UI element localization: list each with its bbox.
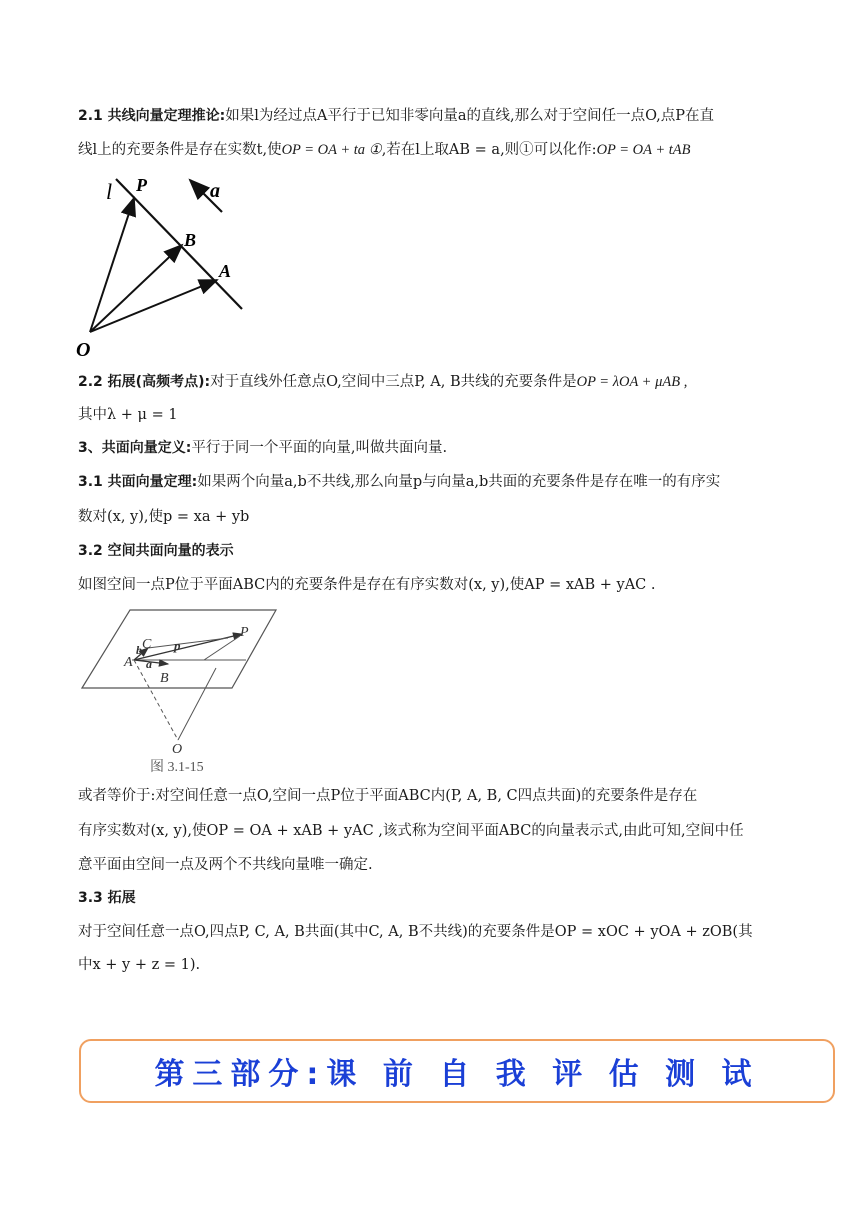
section-2-1-line2-mid: ,若在l上取AB = a,则①可以化作: [381, 142, 597, 158]
formula-op-oa-tab: OP = OA + tAB [596, 142, 691, 158]
section-2-2-text: 对于直线外任意点O,空间中三点P, A, B共线的充要条件是 [210, 374, 577, 390]
section-3-text: 平行于同一个平面的向量,叫做共面向量. [191, 440, 448, 456]
section-3-3-text-2: 中x + y + z = 1). [78, 957, 201, 973]
paragraph-line-1 [78, 786, 784, 806]
parallel-line-2 [204, 636, 240, 660]
section-3-2-heading: 3.2 空间共面向量的表示 [78, 543, 234, 559]
label-o: O [76, 339, 91, 361]
label-a-vec: a [146, 657, 152, 671]
label-l: l [106, 179, 113, 204]
section-3-3-heading: 3.3 拓展 [78, 890, 136, 906]
label-vector-a: a [210, 180, 220, 202]
label-p: P [136, 175, 147, 195]
formula-op-oa-ta: OP = OA + ta ① [281, 142, 382, 158]
label-a2: A [124, 655, 133, 670]
section-3-3-heading-line [78, 888, 784, 908]
section-3-heading: 3、共面向量定义: [78, 440, 192, 456]
section-2-1-line-2 [78, 140, 784, 160]
label-b: B [184, 230, 197, 250]
label-b2: B [160, 671, 169, 686]
section-3-1-text-2: 数对(x, y),使p = xa + yb [78, 509, 250, 525]
section-3-3-line-1 [78, 922, 784, 942]
section-3-1-heading: 3.1 共面向量定理: [78, 474, 198, 490]
label-a: A [219, 261, 232, 281]
section-3-2-text: 如图空间一点P位于平面ABC内的充要条件是存在有序实数对(x, y),使AP = xAB + yAC . [78, 577, 656, 593]
section-3-1-text: 如果两个向量a,b不共线,那么向量p与向量a,b共面的充要条件是存在唯一的有序实 [197, 474, 721, 490]
section-3-1-line-1 [78, 472, 784, 492]
figure-coplanar-plane [78, 608, 278, 778]
section-2-2-line-1 [78, 372, 784, 392]
section-3-line [78, 438, 784, 458]
section-3-3-text-1: 对于空间任意一点O,四点P, C, A, B共面(其中C, A, B不共线)的充要条件是OP = xOC + yOA + zOB(其 [78, 924, 753, 940]
paragraph-line-3 [78, 855, 784, 875]
section-3-3-line-2 [78, 955, 784, 975]
paragraph-line-2 [78, 821, 784, 841]
section-3-1-line-2 [78, 507, 784, 527]
paragraph-text-3: 意平面由空间一点及两个不共线向量唯一确定. [78, 857, 373, 873]
part-three-banner [79, 1039, 835, 1103]
section-3-2-heading-line [78, 541, 784, 561]
paragraph-text-1: 或者等价于:对空间任意一点O,空间一点P位于平面ABC内(P, A, B, C四点共面)的充要条件是存在 [78, 788, 698, 804]
label-b-vec: b [136, 643, 142, 657]
section-2-2-condition: 其中λ + μ = 1 [78, 407, 178, 423]
figure-caption: 图 3.1-15 [150, 760, 204, 775]
section-2-1-line-1 [78, 106, 784, 126]
label-p-vec: p [174, 638, 181, 653]
section-2-2-line-2 [78, 405, 784, 425]
part-three-title: 第三部分:课 前 自 我 评 估 测 试 [154, 1057, 760, 1092]
vector-oa [90, 280, 217, 332]
section-2-1-text: 如果l为经过点A平行于已知非零向量a的直线,那么对于空间任一点O,点P在直 [225, 108, 715, 124]
section-3-2-text-line [78, 575, 784, 595]
edge-op [178, 668, 216, 740]
section-2-1-line2-prefix: 线l上的充要条件是存在实数t,使 [78, 142, 282, 158]
label-p2: P [240, 625, 249, 640]
formula-op-lambda-mu: OP = λOA + μAB , [576, 374, 688, 390]
figure-collinear-vectors [72, 172, 252, 362]
label-c: C [142, 637, 152, 652]
label-o2: O [172, 742, 183, 757]
paragraph-text-2: 有序实数对(x, y),使OP = OA + xAB + yAC ,该式称为空间平面ABC的向量表示式,由此可知,空间中任 [78, 823, 744, 839]
section-2-2-heading: 2.2 拓展(高频考点): [78, 374, 211, 390]
edge-oa [134, 660, 178, 740]
section-2-1-heading: 2.1 共线向量定理推论: [78, 108, 226, 124]
